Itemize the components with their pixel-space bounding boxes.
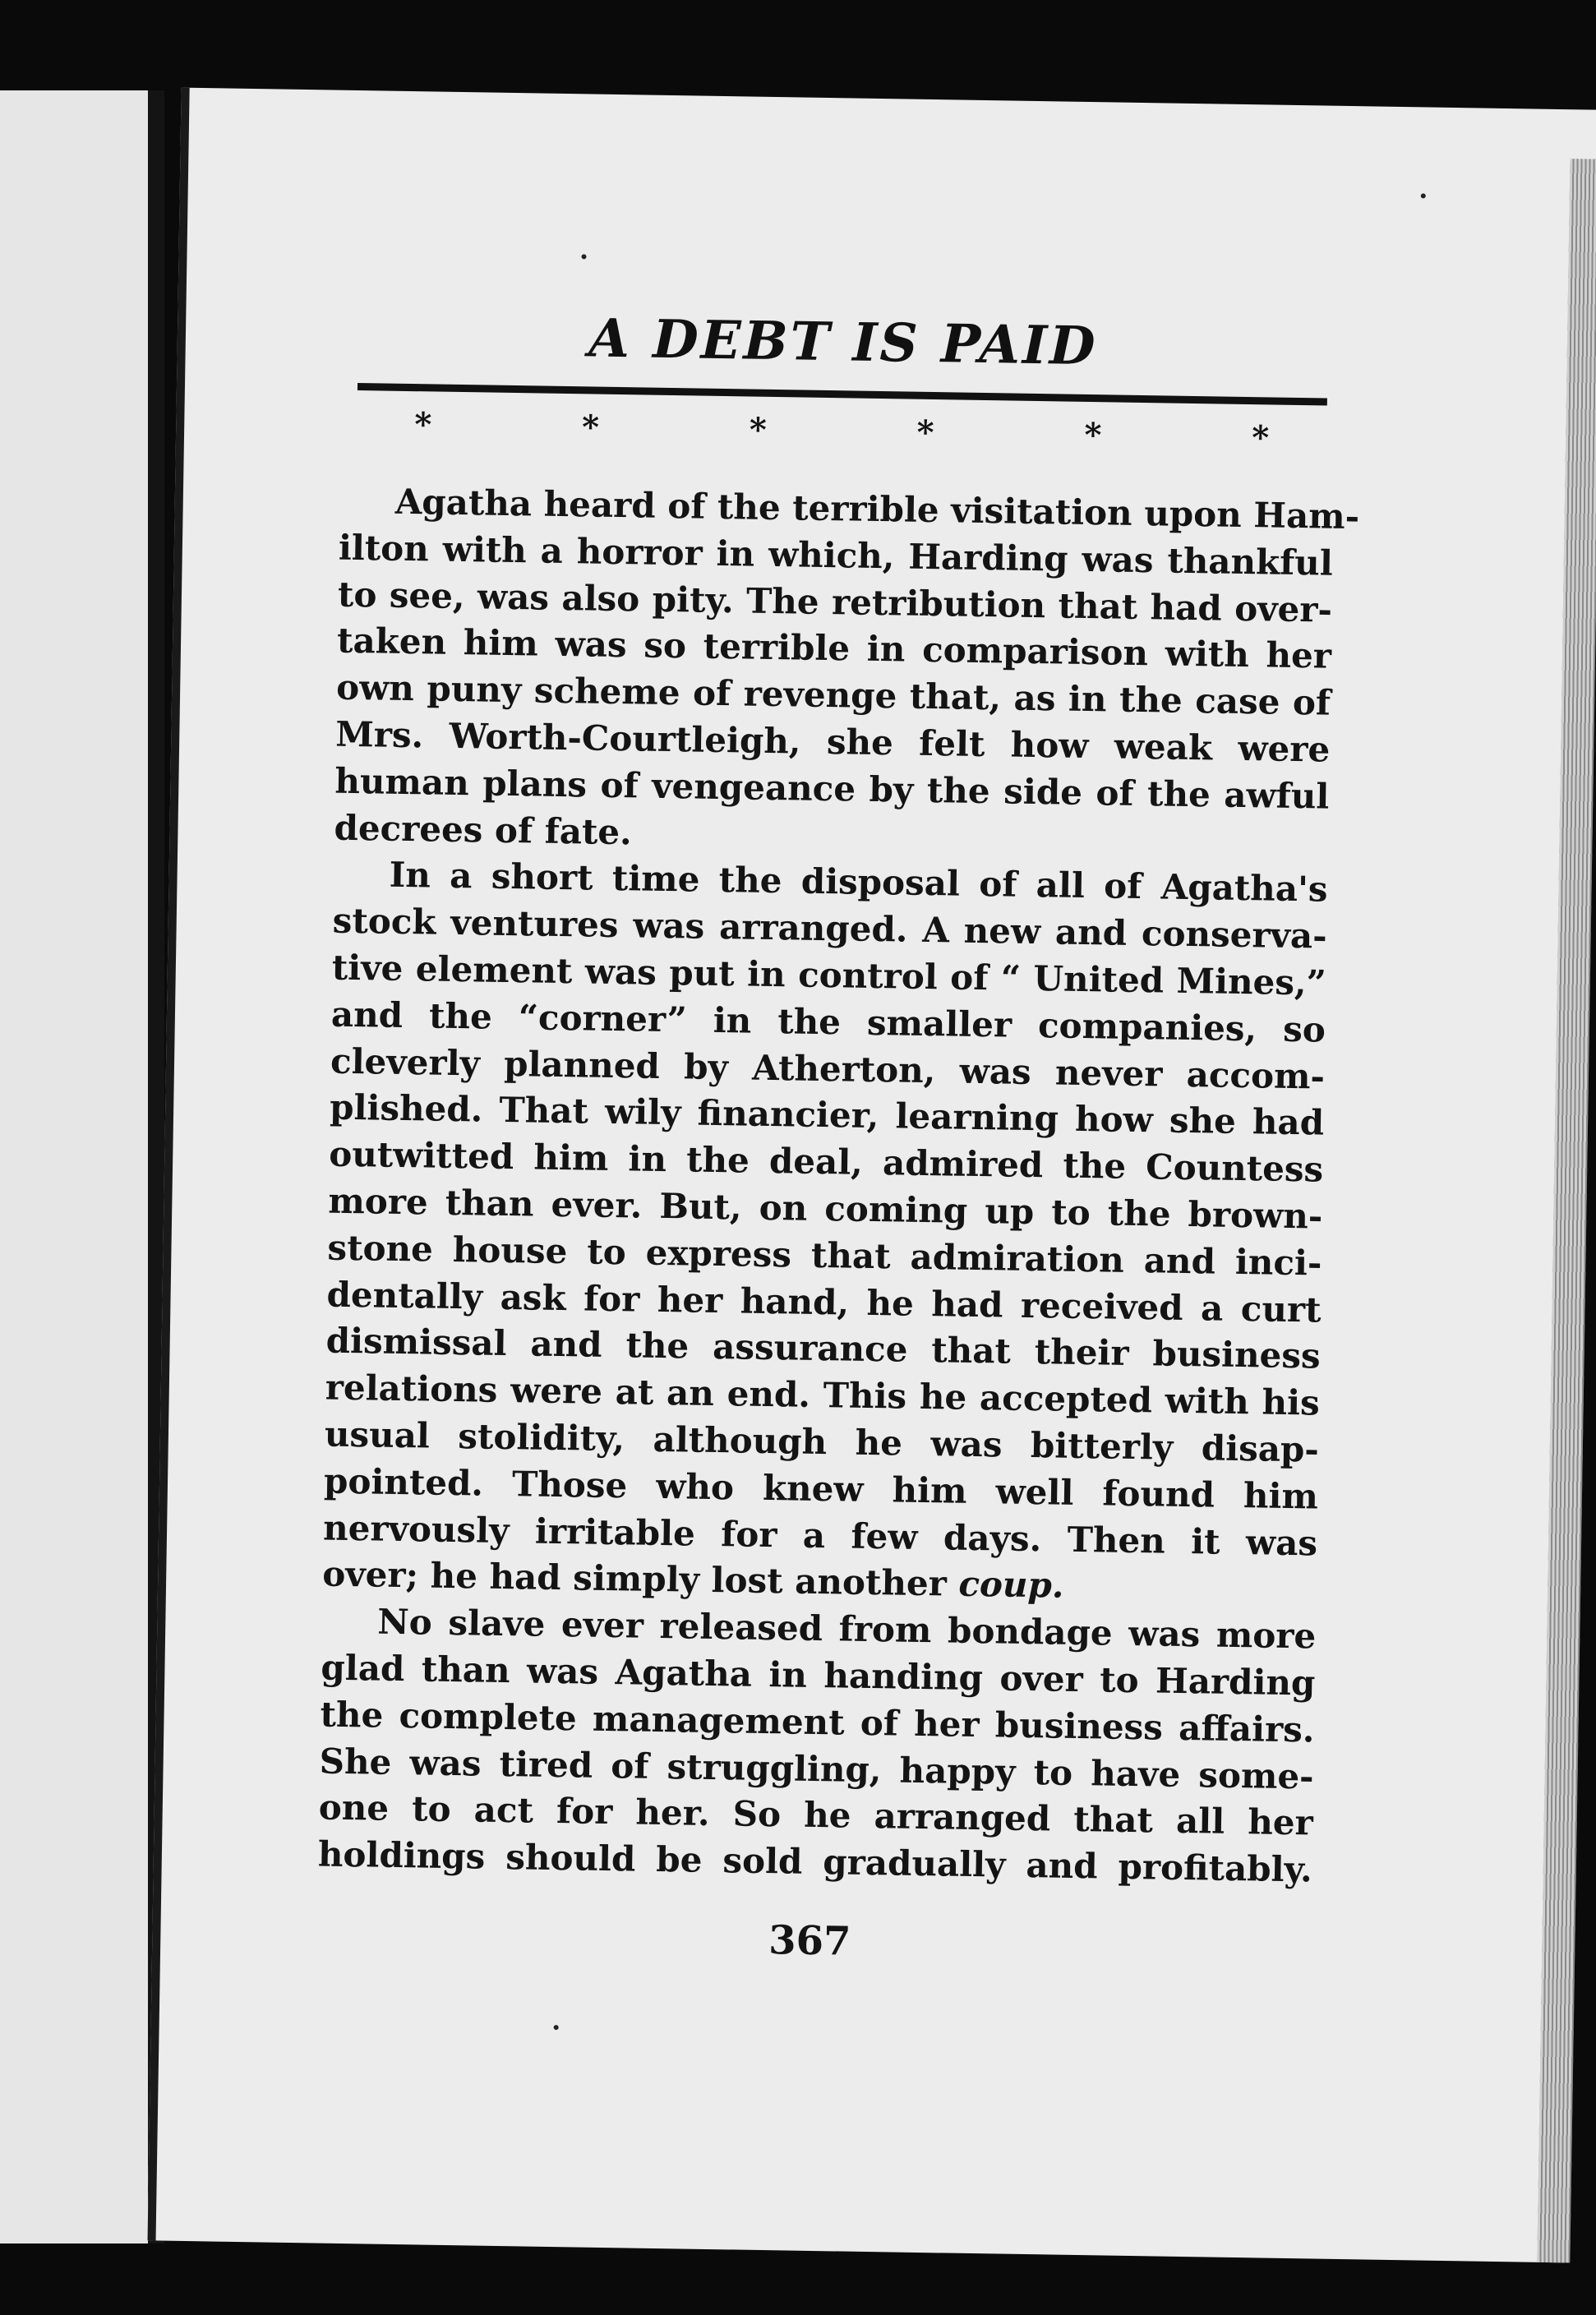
ornament-star: * <box>916 413 934 453</box>
text-line: usual stolidity, although he was bitterly disap- <box>324 1413 1320 1470</box>
text-line: In a short time the disposal of all of Agatha's <box>389 855 1328 911</box>
text-line: over; he had simply lost another coup. <box>321 1553 1064 1607</box>
text-line: stone house to express that admiration and inci- <box>327 1227 1322 1284</box>
text-line: the complete management of her business affairs. <box>320 1694 1315 1750</box>
text-line: pointed. Those who knew him well found him <box>323 1460 1319 1517</box>
text-line: glad than was Agatha in handing over to Harding <box>321 1647 1316 1704</box>
ornament-star: * <box>413 405 432 445</box>
ornament-row <box>381 404 1303 458</box>
text-line: and the “corner” in the smaller companies, so <box>330 994 1326 1050</box>
text-line: Mrs. Worth-Courtleigh, she felt how weak were <box>334 713 1331 770</box>
heading-rule <box>357 383 1327 406</box>
text-line: outwitted him in the deal, admired the Countess <box>328 1133 1324 1190</box>
body-text <box>317 478 1360 1894</box>
text-line: ilton with a horror in which, Harding was thankful <box>338 527 1334 583</box>
text-line: tive element was put in control of “ United Mines,” <box>331 947 1327 1003</box>
text-line: nervously irritable for a few days. Then it was <box>322 1507 1318 1564</box>
facing-page-edge <box>0 90 164 2244</box>
scan-speck <box>1421 193 1426 198</box>
text-line: dentally ask for her hand, he had received a curt <box>326 1274 1322 1330</box>
scan-speck <box>554 2025 559 2030</box>
text-line: human plans of vengeance by the side of the awful <box>334 760 1330 817</box>
ornament-star: * <box>1084 415 1102 455</box>
text-line: No slave ever released from bondage was more <box>377 1601 1317 1657</box>
ornament-star: * <box>581 408 600 447</box>
text-line: stock ventures was arranged. A new and conserva- <box>332 900 1328 957</box>
ornament-star: * <box>749 410 768 450</box>
text-line: taken him was so terrible in comparison with her <box>336 620 1332 677</box>
text-line: relations were at an end. This he accepted with his <box>325 1367 1321 1423</box>
text-line: holdings should be sold gradually and profitably. <box>317 1833 1313 1890</box>
ornament-star: * <box>1251 418 1270 458</box>
scan-speck <box>581 254 586 259</box>
text-line: more than ever. But, on coming up to the brown- <box>328 1180 1323 1237</box>
chapter-heading: A DEBT IS PAID <box>588 307 1099 378</box>
text-line: decrees of fate. <box>334 807 633 852</box>
page-number: 367 <box>768 1917 851 1965</box>
text-line: cleverly planned by Atherton, was never accom- <box>330 1040 1326 1097</box>
page-stack-edge <box>1537 159 1596 2262</box>
text-line: plished. That wily financier, learning how she had <box>329 1086 1325 1143</box>
text-line: own puny scheme of revenge that, as in the case of <box>335 666 1331 723</box>
text-line: to see, was also pity. The retribution that had over- <box>337 574 1333 630</box>
text-line: She was tired of struggling, happy to have some- <box>319 1741 1314 1797</box>
book-page <box>148 88 1596 2263</box>
text-line: Agatha heard of the terrible visitation upon Ham- <box>394 481 1360 537</box>
text-line: one to act for her. So he arranged that all her <box>318 1787 1314 1843</box>
text-line: dismissal and the assurance that their business <box>325 1320 1321 1377</box>
italic-word: coup. <box>958 1564 1064 1607</box>
